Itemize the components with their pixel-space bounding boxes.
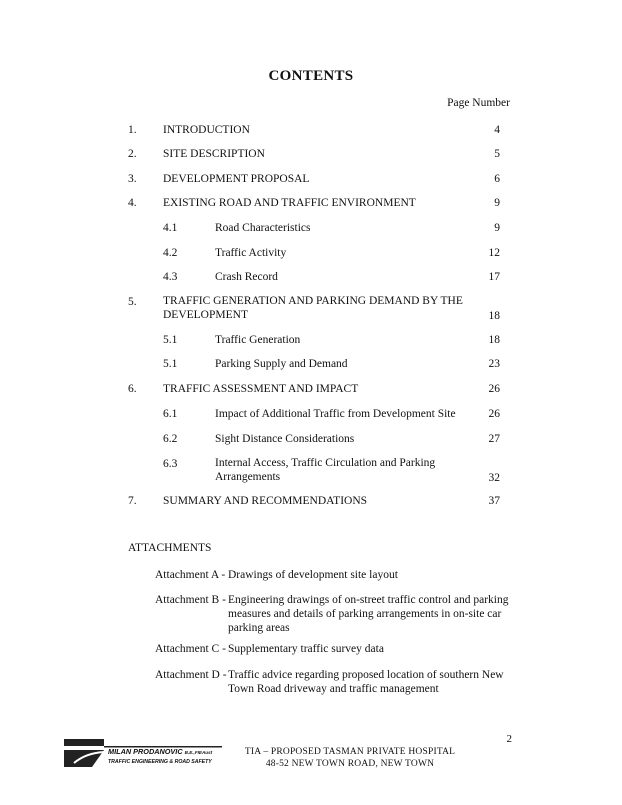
- toc-page: 18: [488, 310, 500, 322]
- toc-number: 4.2: [163, 247, 178, 259]
- toc-number: 4.3: [163, 271, 178, 283]
- toc-page: 12: [488, 247, 500, 259]
- toc-label: Parking Supply and Demand: [215, 358, 348, 370]
- toc-number: 7.: [128, 495, 137, 507]
- toc-entry: [0, 493, 622, 509]
- toc-page: 18: [488, 334, 500, 346]
- footer-page-number: 2: [506, 733, 512, 745]
- logo-tagline: TRAFFIC ENGINEERING & ROAD SAFETY: [108, 759, 212, 765]
- toc-number: 6.1: [163, 408, 178, 420]
- toc-page: 32: [488, 472, 500, 484]
- toc-entry: [0, 294, 622, 322]
- toc-subentry: [0, 332, 622, 348]
- toc-label: Crash Record: [215, 271, 278, 283]
- toc-page: 37: [488, 495, 500, 507]
- toc-label: Impact of Additional Traffic from Development Site: [215, 408, 456, 420]
- toc-subentry: [0, 245, 622, 261]
- toc-number: 6.2: [163, 433, 178, 445]
- toc-subentry: [0, 356, 622, 372]
- company-logo: [64, 735, 224, 771]
- toc-label: Internal Access, Traffic Circulation and Parking Arrangements: [215, 457, 436, 483]
- toc-page: 4: [494, 124, 500, 136]
- toc-page: 26: [488, 383, 500, 395]
- attachment-text: Traffic advice regarding proposed location of southern New Town Road driveway and traffic management: [228, 669, 504, 695]
- attachment-text: Drawings of development site layout: [228, 569, 398, 581]
- toc-page: 9: [494, 222, 500, 234]
- toc-label: SITE DESCRIPTION: [163, 148, 265, 160]
- toc-page: 9: [494, 197, 500, 209]
- toc-number: 2.: [128, 148, 137, 160]
- toc-subentry: [0, 220, 622, 236]
- toc-page: 27: [488, 433, 500, 445]
- attachment-key: Attachment A -: [155, 569, 226, 581]
- toc-label: Traffic Generation: [215, 334, 301, 346]
- toc-label: Traffic Activity: [215, 247, 287, 259]
- toc-entry: [0, 381, 622, 397]
- toc-label: SUMMARY AND RECOMMENDATIONS: [163, 495, 368, 507]
- toc-label: EXISTING ROAD AND TRAFFIC ENVIRONMENT: [163, 197, 416, 209]
- toc-page: 6: [494, 173, 500, 185]
- page-number-header: Page Number: [447, 97, 510, 109]
- attachment-text: Engineering drawings of on-street traffic control and parking measures and details of parking arrangements in on-site car parking areas: [228, 594, 509, 634]
- toc-entry: [0, 171, 622, 187]
- toc-entry: [0, 195, 622, 211]
- toc-number: 1.: [128, 124, 137, 136]
- footer-line-2: 48-52 NEW TOWN ROAD, NEW TOWN: [265, 759, 435, 769]
- toc-label: DEVELOPMENT PROPOSAL: [163, 173, 310, 185]
- attachment-key: Attachment D -: [155, 669, 227, 681]
- toc-label: TRAFFIC GENERATION AND PARKING DEMAND BY THE DEVELOPMENT: [163, 295, 463, 321]
- toc-number: 6.: [128, 383, 137, 395]
- toc-label: INTRODUCTION: [163, 124, 250, 136]
- toc-number: 4.1: [163, 222, 178, 234]
- footer-line-1: TIA – PROPOSED TASMAN PRIVATE HOSPITAL: [244, 747, 456, 757]
- toc-entry: [0, 122, 622, 138]
- toc-number: 5.1: [163, 334, 178, 346]
- toc-entry: [0, 146, 622, 162]
- toc-number: 5.1: [163, 358, 178, 370]
- toc-label: Road Characteristics: [215, 222, 311, 234]
- toc-subentry: [0, 431, 622, 447]
- toc-page: 17: [488, 271, 500, 283]
- toc-subentry: [0, 406, 622, 422]
- toc-page: 26: [488, 408, 500, 420]
- logo-text: [108, 748, 212, 766]
- toc-page: 23: [488, 358, 500, 370]
- footer-text: [230, 746, 470, 770]
- attachment-key: Attachment B -: [155, 594, 226, 606]
- attachment-key: Attachment C -: [155, 643, 226, 655]
- toc-number: 3.: [128, 173, 137, 185]
- logo-suffix: B.E.,FIEAust: [184, 750, 213, 755]
- attachments-heading: ATTACHMENTS: [128, 542, 212, 554]
- attachment-text: Supplementary traffic survey data: [228, 643, 384, 655]
- toc-page: 5: [494, 148, 500, 160]
- toc-subentry: [0, 456, 622, 484]
- toc-label: Sight Distance Considerations: [215, 433, 355, 445]
- toc-number: 4.: [128, 197, 137, 209]
- toc-subentry: [0, 269, 622, 285]
- toc-number: 5.: [128, 296, 137, 308]
- toc-label: TRAFFIC ASSESSMENT AND IMPACT: [163, 383, 359, 395]
- page-title: CONTENTS: [268, 68, 354, 84]
- logo-name: MILAN PRODANOVIC: [108, 747, 183, 756]
- toc-number: 6.3: [163, 458, 178, 470]
